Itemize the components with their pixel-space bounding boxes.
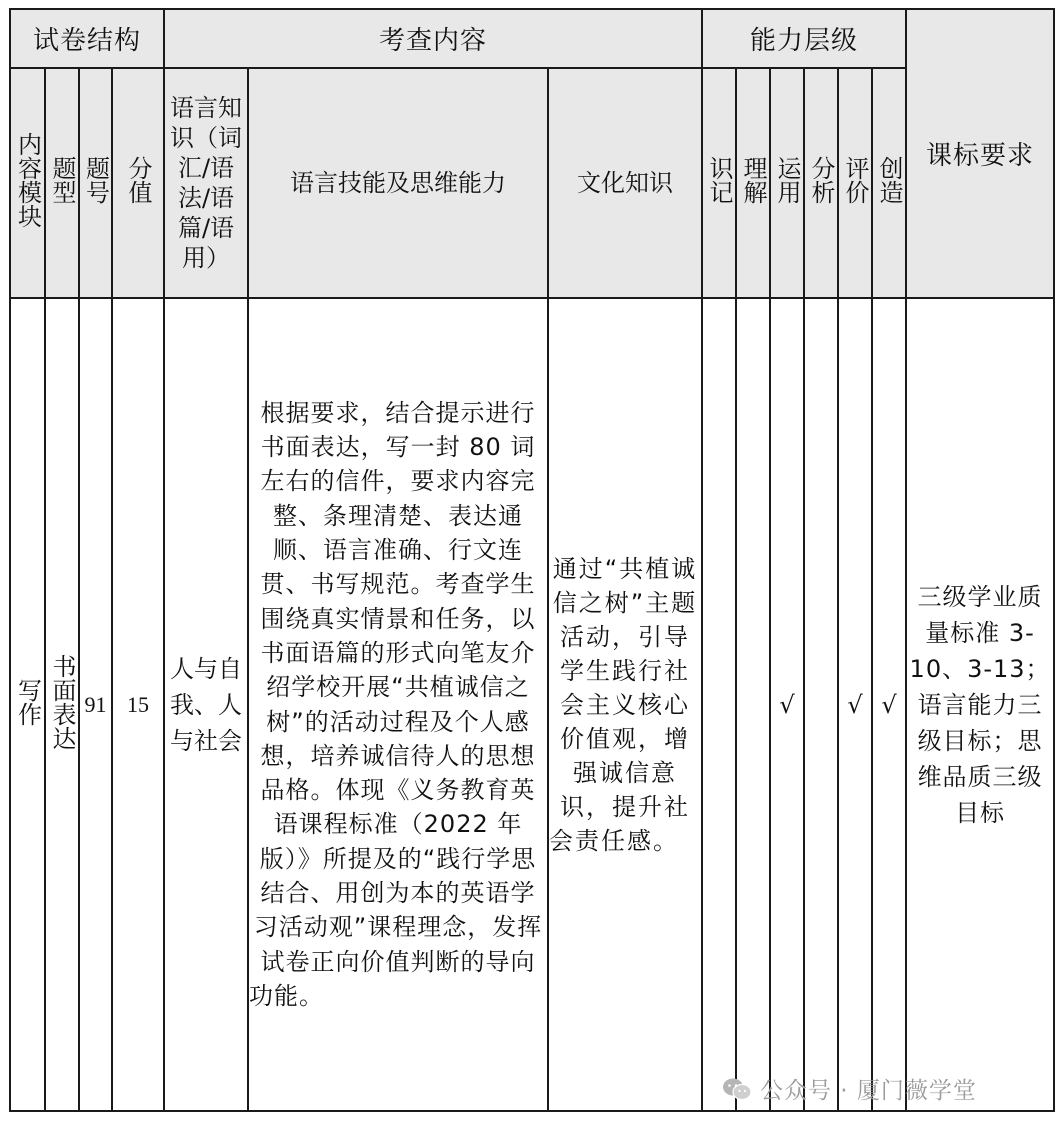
module-cell — [10, 298, 45, 1111]
subheader-score: 分值 — [124, 155, 152, 204]
check-level-0 — [702, 298, 736, 1111]
module-value: 写作 — [13, 677, 42, 726]
header-content: 考查内容 — [164, 9, 702, 68]
subheader-knowledge: 语言知识（词汇/语法/语篇/语用） — [164, 68, 248, 298]
subheader-level: 创造 — [875, 155, 904, 204]
subheader-module-cell — [10, 68, 45, 298]
subheader-score-cell — [112, 68, 164, 298]
wechat-icon — [722, 1077, 752, 1101]
subheader-level-3-cell — [804, 68, 838, 298]
data-row — [10, 298, 1054, 1111]
type-value: 书面表达 — [48, 653, 76, 750]
skills-description: 根据要求，结合提示进行书面表达，写一封 80 词左右的信件，要求内容完整、条理清楚、表达通顺、语言准确、行文连贯、书写规范。考查学生围绕真实情景和任务，以书面语篇的形式向笔友介绍学校开展“共植诚信之树”的活动过程及个人感想，培养诚信待人的思想品格。体现《义务教育英语课程标准（2022 年版）》所提及的“践行学思结合、用创为本的英语学习活动观”课程理念，发挥试卷正向价值判断的导向功能。 — [248, 298, 548, 1111]
subheader-level: 分析 — [807, 155, 836, 204]
header-ability: 能力层级 — [702, 9, 906, 68]
subheader-level: 评价 — [841, 155, 870, 204]
score-value: 15 — [112, 298, 164, 1111]
culture-description: 通过“共植诚信之树”主题活动，引导学生践行社会主义核心价值观，增强诚信意识，提升社会责任感。 — [548, 298, 702, 1111]
subheader-number: 题号 — [81, 155, 110, 204]
subheader-module: 内容模块 — [13, 131, 42, 228]
subheader-row — [10, 68, 1054, 298]
header-standard: 课标要求 — [906, 9, 1054, 298]
type-cell — [45, 298, 79, 1111]
subheader-level: 运用 — [773, 155, 802, 204]
subheader-level: 理解 — [739, 155, 768, 204]
subheader-level: 识记 — [705, 155, 734, 204]
theme-value: 人与自我、人与社会 — [164, 298, 248, 1111]
subheader-level-5-cell — [872, 68, 906, 298]
subheader-culture: 文化知识 — [548, 68, 702, 298]
check-level-2: √ — [770, 298, 804, 1111]
check-level-4: √ — [838, 298, 872, 1111]
header-row — [10, 9, 1054, 68]
subheader-level-1-cell — [736, 68, 770, 298]
subheader-level-4-cell — [838, 68, 872, 298]
check-level-5: √ — [872, 298, 906, 1111]
subheader-type: 题型 — [48, 155, 76, 204]
subheader-level-2-cell — [770, 68, 804, 298]
standard-requirement: 三级学业质量标准 3-10、3-13；语言能力三级目标；思维品质三级目标 — [906, 298, 1054, 1111]
subheader-level-0-cell — [702, 68, 736, 298]
exam-structure-table — [9, 8, 1055, 1112]
check-level-1 — [736, 298, 770, 1111]
subheader-type-cell — [45, 68, 79, 298]
check-level-3 — [804, 298, 838, 1111]
watermark — [722, 1072, 977, 1105]
subheader-number-cell — [79, 68, 112, 298]
number-value: 91 — [79, 298, 112, 1111]
header-structure: 试卷结构 — [10, 9, 164, 68]
subheader-skills: 语言技能及思维能力 — [248, 68, 548, 298]
watermark-text: 公众号 · 厦门薇学堂 — [760, 1078, 977, 1104]
